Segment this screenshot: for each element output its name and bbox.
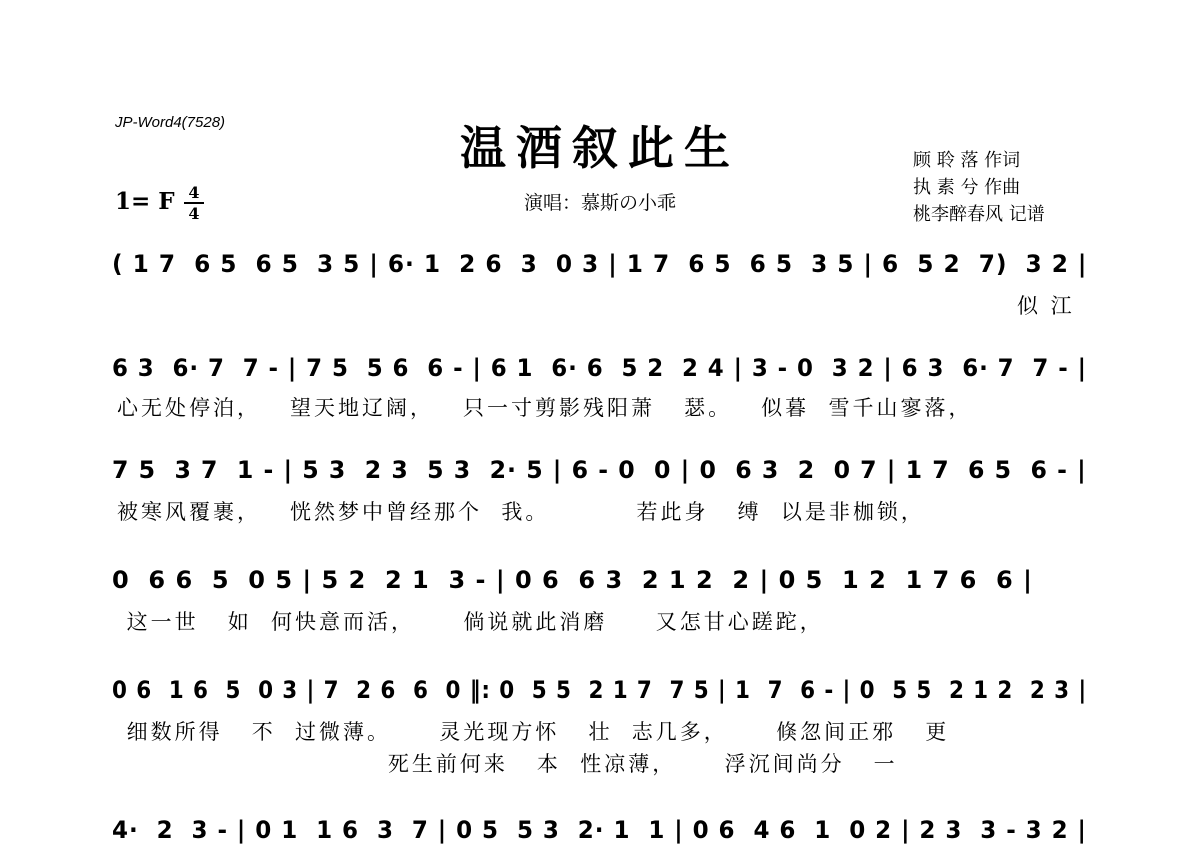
notation-line: 0 6 6 5 0 5 | 5 2 2 1 3 - | 0 6 6 3 2 1 2 2 | 0 5 1 2 1 7 6 6 | <box>112 566 1033 594</box>
software-watermark: JP-Word4(7528) <box>115 114 226 131</box>
performer-credit: 演唱：慕斯の小乖 <box>523 192 676 214</box>
time-signature-top: 4 <box>188 183 200 202</box>
staff-5 <box>112 672 1092 776</box>
notation-line: 0 6 1 6 5 0 3 | 7 2 6 6 0 ‖: 0 5 5 2 1 7 7 5 | 1 7 6 - | 0 5 5 2 1 2 2 3 | <box>112 676 1088 704</box>
lyric-line: 心无处停泊， 望天地辽阔， 只一寸剪影残阳萧 瑟。 似暮 雪千山寥落， <box>117 396 973 420</box>
transcriber-credit: 桃李醉春风 记谱 <box>913 204 1045 225</box>
staff-3 <box>112 452 1092 522</box>
credits-block <box>913 147 1045 228</box>
key-signature: 1= F <box>115 188 175 215</box>
staff-1 <box>112 246 1092 316</box>
lyric-line-verse-2: 死生前何来 本 性凉薄， 浮沉间尚分 一 <box>117 752 898 776</box>
notation-line: 7 5 3 7 1 - | 5 3 2 3 5 3 2· 5 | 6 - 0 0 | 0 6 3 2 0 7 | 1 7 6 5 6 - | <box>112 456 1087 484</box>
staff-2 <box>112 350 1092 420</box>
lyricist-credit: 顾 聆 落 作词 <box>913 150 1021 171</box>
notation-line: ( 1 7 6 5 6 5 3 5 | 6· 1 2 6 3 0 3 | 1 7 6 5 6 5 3 5 | 6 5 2 7) 3 2 | <box>112 250 1088 278</box>
song-title: 温酒叙此生 <box>460 121 740 175</box>
time-signature-bottom: 4 <box>188 204 200 223</box>
staff-4 <box>112 562 1092 632</box>
lyric-line: 被寒风覆裹， 恍然梦中曾经那个 我。 若此身 缚 以是非枷锁， <box>117 500 925 524</box>
composer-credit: 执 素 兮 作曲 <box>913 177 1021 198</box>
notation-line: 6 3 6· 7 7 - | 7 5 5 6 6 - | 6 1 6· 6 5 2 2 4 | 3 - 0 3 2 | 6 3 6· 7 7 - | <box>112 354 1087 382</box>
notation-line: 4· 2 3 - | 0 1 1 6 3 7 | 0 5 5 3 2· 1 1 | 0 6 4 6 1 0 2 | 2 3 3 - 3 2 | <box>112 816 1087 844</box>
lyric-line: 似 江 <box>1017 294 1075 318</box>
lyric-line: 这一世 如 何快意而活， 倘说就此消磨 又怎甘心蹉跎， <box>117 610 824 634</box>
staff-6 <box>112 812 1092 850</box>
lyric-line-verse-1: 细数所得 不 过微薄。 灵光现方怀 壮 志几多， 倏忽间正邪 更 <box>117 720 950 744</box>
